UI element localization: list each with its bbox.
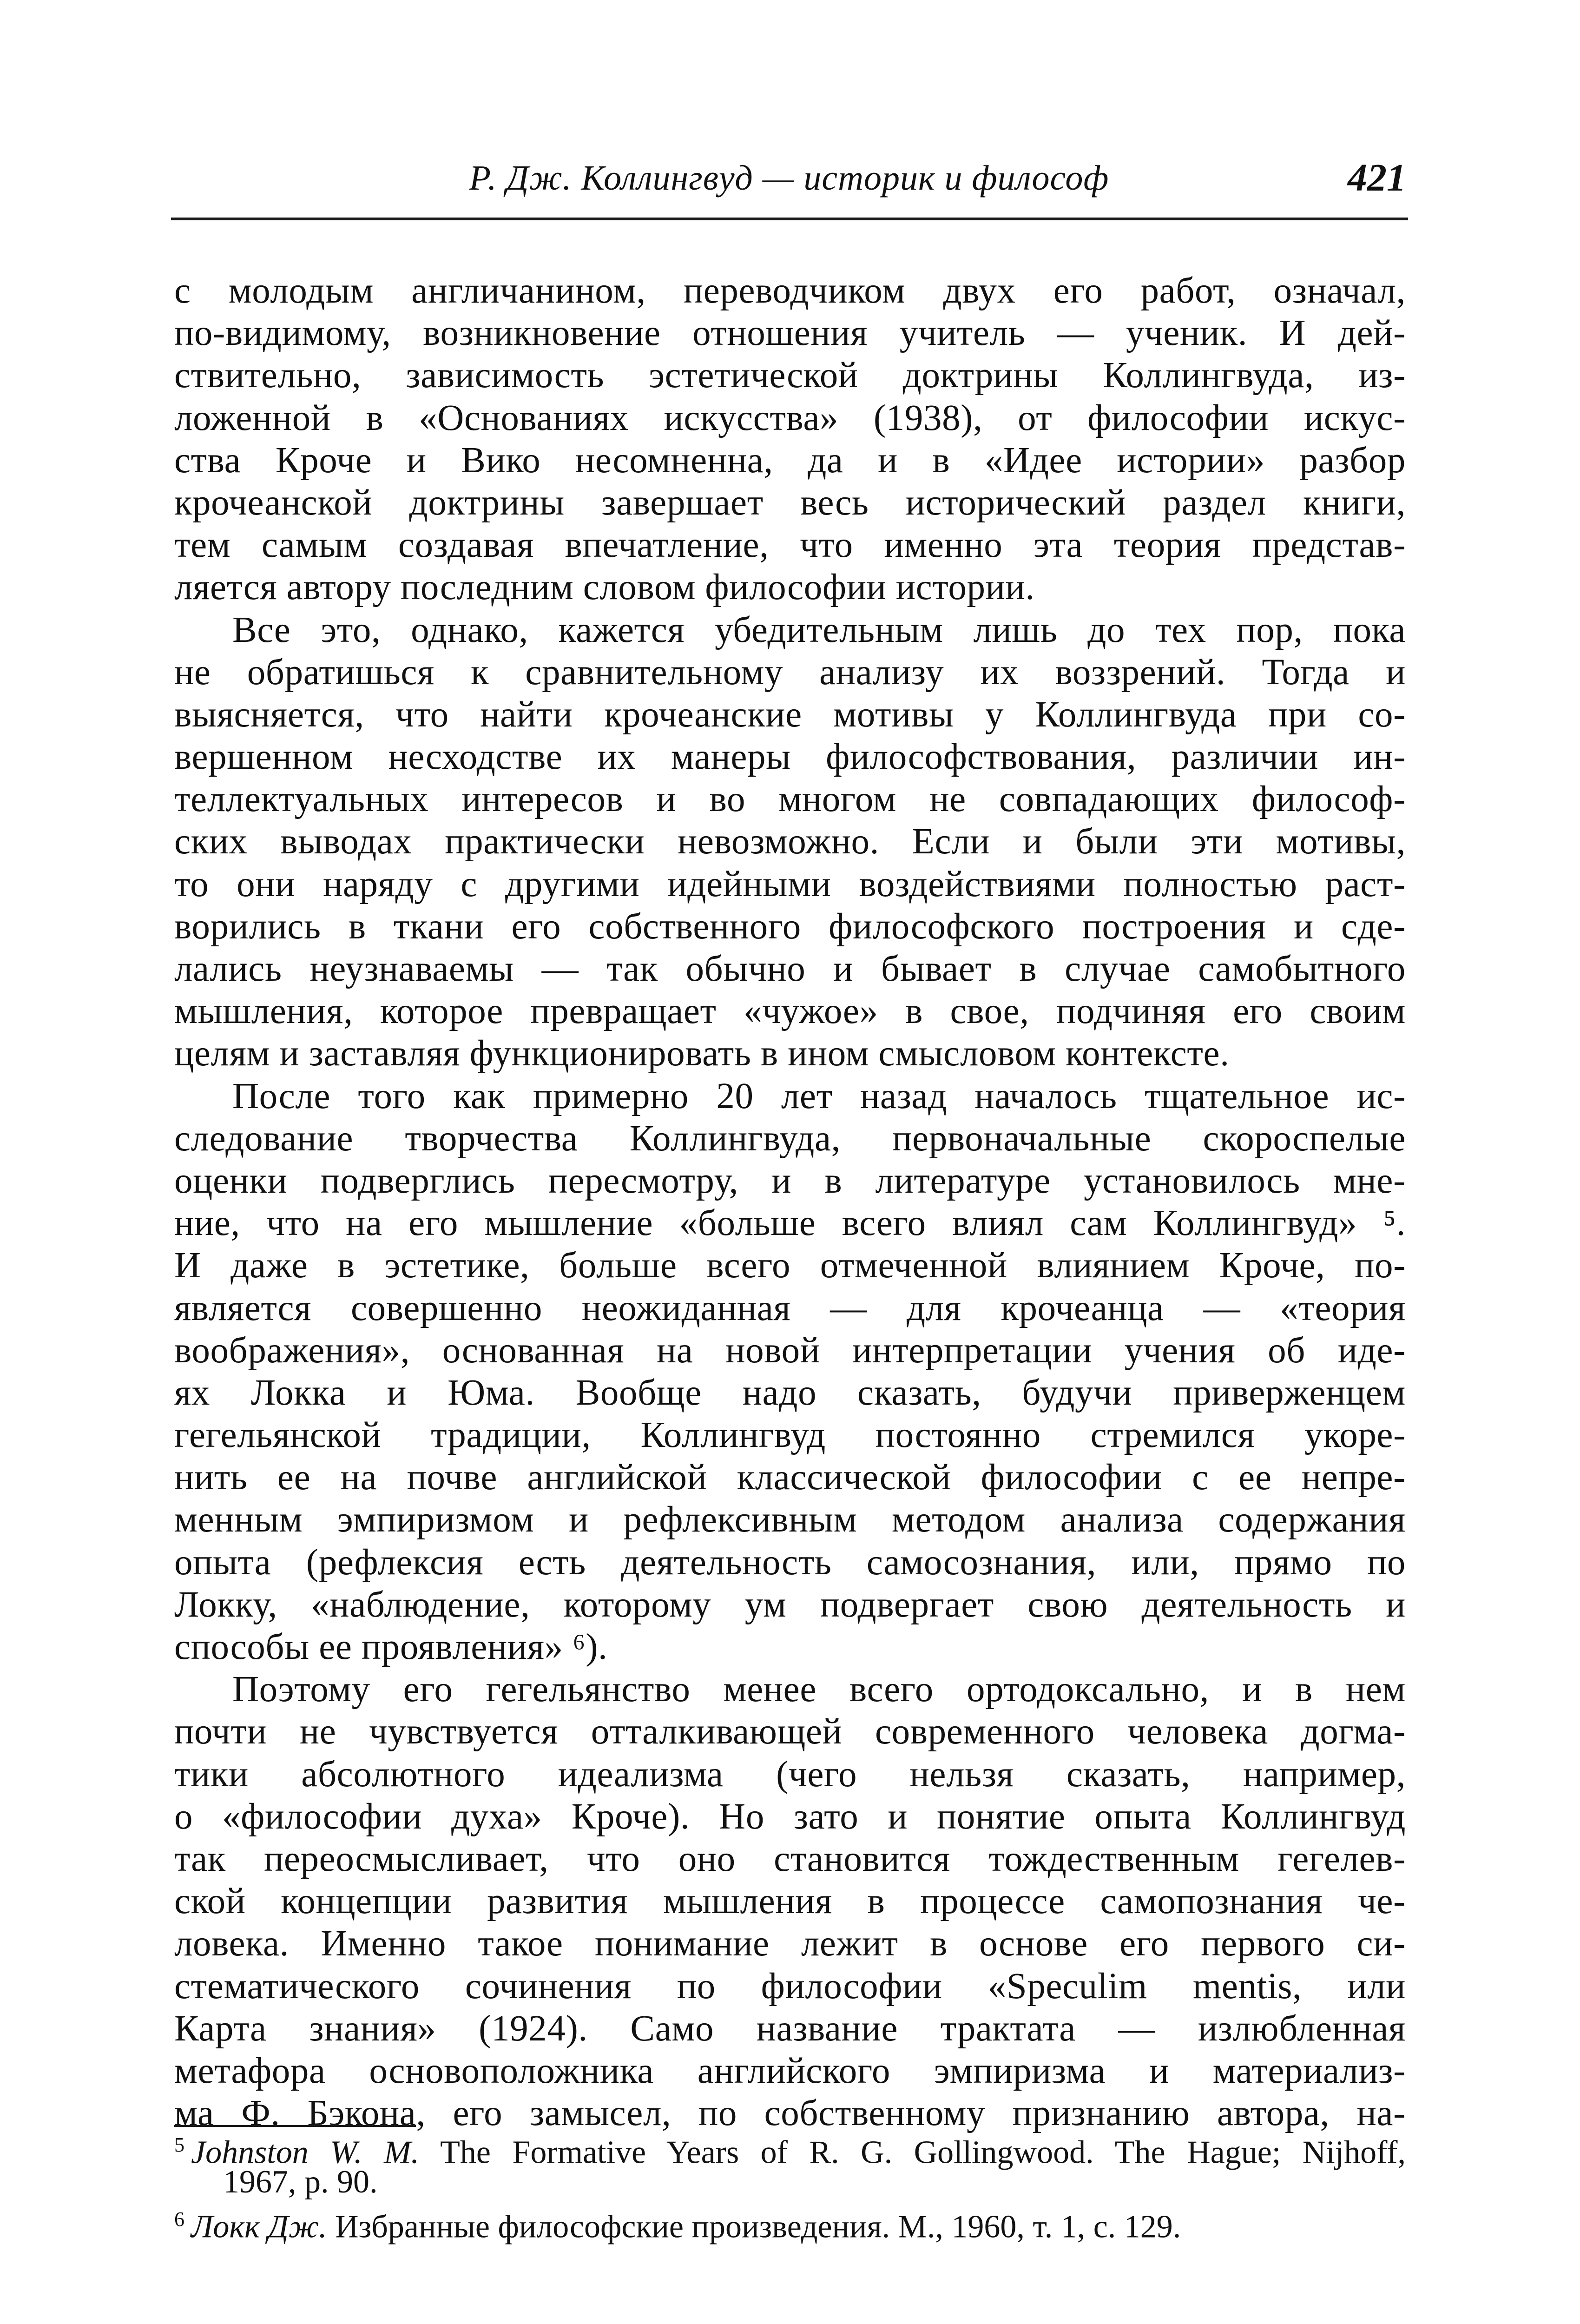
text-line: ствительно, зависимость эстетической доктрины Коллингвуда, из- xyxy=(174,355,1406,396)
text-line: Локку, «наблюдение, которому ум подвергает свою деятельность и xyxy=(174,1584,1406,1625)
footnote-continuation: 1967, p. 90. xyxy=(223,2164,378,2200)
text-line: менным эмпиризмом и рефлексивным методом анализа содержания xyxy=(174,1499,1406,1540)
footnote xyxy=(174,2201,1406,2245)
text-line: лались неузнаваемы — так обычно и бывает в случае самобытного xyxy=(174,949,1406,989)
text-line: о «философии духа» Кроче). Но зато и понятие опыта Коллингвуд xyxy=(174,1796,1406,1837)
footnote-text: Избранные философские произведения. М., 1960, т. 1, с. 129. xyxy=(335,2209,1181,2245)
text-line: то они наряду с другими идейными воздействиями полностью раст- xyxy=(174,864,1406,905)
text-line: тем самым создавая впечатление, что именно эта теория представ- xyxy=(174,525,1406,566)
footnote-author: Johnston W. M. xyxy=(191,2134,419,2171)
text-line: по-видимому, возникновение отношения учитель — ученик. И дей- xyxy=(174,313,1406,354)
text-line: нить ее на почве английской классической философии с ее непре- xyxy=(174,1457,1406,1498)
page-header xyxy=(171,148,1408,220)
text-line: является совершенно неожиданная — для крочеанца — «теория xyxy=(174,1287,1406,1328)
text-line: ние, что на его мышление «больше всего влиял сам Коллингвуд» ⁵. xyxy=(174,1203,1406,1244)
text-line: следование творчества Коллингвуда, первоначальные скороспелые xyxy=(174,1118,1406,1159)
text-line: ловека. Именно такое понимание лежит в основе его первого си- xyxy=(174,1923,1406,1964)
footnote-number: 5 xyxy=(174,2133,184,2156)
text-line: воображения», основанная на новой интерпретации учения об иде- xyxy=(174,1330,1406,1371)
text-line: вершенном несходстве их манеры философствования, различии ин- xyxy=(174,737,1406,778)
text-line: так переосмысливает, что оно становится тождественным гегелев- xyxy=(174,1838,1406,1879)
footnote xyxy=(174,2126,1406,2171)
text-line: метафора основоположника английского эмпиризма и материализ- xyxy=(174,2050,1406,2091)
text-line: ляется автору последним словом философии истории. xyxy=(174,567,1035,608)
text-line: ской концепции развития мышления в процессе самопознания че- xyxy=(174,1881,1406,1922)
text-line: гегельянской традиции, Коллингвуд постоянно стремился укоре- xyxy=(174,1415,1406,1456)
footnote-number: 6 xyxy=(174,2208,184,2231)
running-title: Р. Дж. Коллингвуд — историк и философ xyxy=(469,158,1109,198)
text-line: ворились в ткани его собственного философского построения и сде- xyxy=(174,906,1406,947)
text-line: с молодым англичанином, переводчиком двух его работ, означал, xyxy=(174,271,1406,311)
text-line: Карта знания» (1924). Само название трактата — излюбленная xyxy=(174,2008,1406,2049)
text-line: не обратишься к сравнительному анализу их воззрений. Тогда и xyxy=(174,652,1406,693)
text-line: Все это, однако, кажется убедительным лишь до тех пор, пока xyxy=(232,609,1406,650)
text-line: крочеанской доктрины завершает весь исторический раздел книги, xyxy=(174,482,1406,523)
text-line: мышления, которое превращает «чужое» в свое, подчиняя его своим xyxy=(174,991,1406,1032)
text-line: И даже в эстетике, больше всего отмеченной влиянием Кроче, по- xyxy=(174,1245,1406,1286)
body-text xyxy=(174,270,1406,2134)
text-line: ских выводах практически невозможно. Если и были эти мотивы, xyxy=(174,821,1406,862)
text-line: стематического сочинения по философии «Speculim mentis, или xyxy=(174,1966,1406,2007)
footnote-text: The Formative Years of R. G. Gollingwood. The Hague; Nijhoff, xyxy=(440,2134,1406,2171)
page-number: 421 xyxy=(1348,156,1406,199)
text-line: опыта (рефлексия есть деятельность самосознания, или, прямо по xyxy=(174,1542,1406,1583)
footnote-author: Локк Дж. xyxy=(191,2209,327,2245)
text-line: Поэтому его гегельянство менее всего ортодоксально, и в нем xyxy=(232,1669,1406,1710)
text-line: теллектуальных интересов и во многом не совпадающих философ- xyxy=(174,779,1406,820)
text-line: почти не чувствуется отталкивающей современного человека догма- xyxy=(174,1711,1406,1752)
text-line: выясняется, что найти крочеанские мотивы у Коллингвуда при со- xyxy=(174,694,1406,735)
footnotes xyxy=(174,2126,1406,2245)
text-line: ях Локка и Юма. Вообще надо сказать, будучи приверженцем xyxy=(174,1372,1406,1413)
text-line: ма Ф. Бэкона, его замысел, по собственному признанию автора, на- xyxy=(174,2093,1406,2134)
text-line: оценки подверглись пересмотру, и в литературе установилось мне- xyxy=(174,1160,1406,1201)
text-line: тики абсолютного идеализма (чего нельзя сказать, например, xyxy=(174,1754,1406,1795)
text-line: способы ее проявления» ⁶). xyxy=(174,1627,608,1667)
text-line: целям и заставляя функционировать в ином смысловом контексте. xyxy=(174,1033,1230,1074)
text-line: ства Кроче и Вико несомненна, да и в «Идее истории» разбор xyxy=(174,440,1406,481)
text-line: После того как примерно 20 лет назад началось тщательное ис- xyxy=(232,1076,1406,1116)
text-line: ложенной в «Основаниях искусства» (1938), от философии искус- xyxy=(174,397,1406,438)
